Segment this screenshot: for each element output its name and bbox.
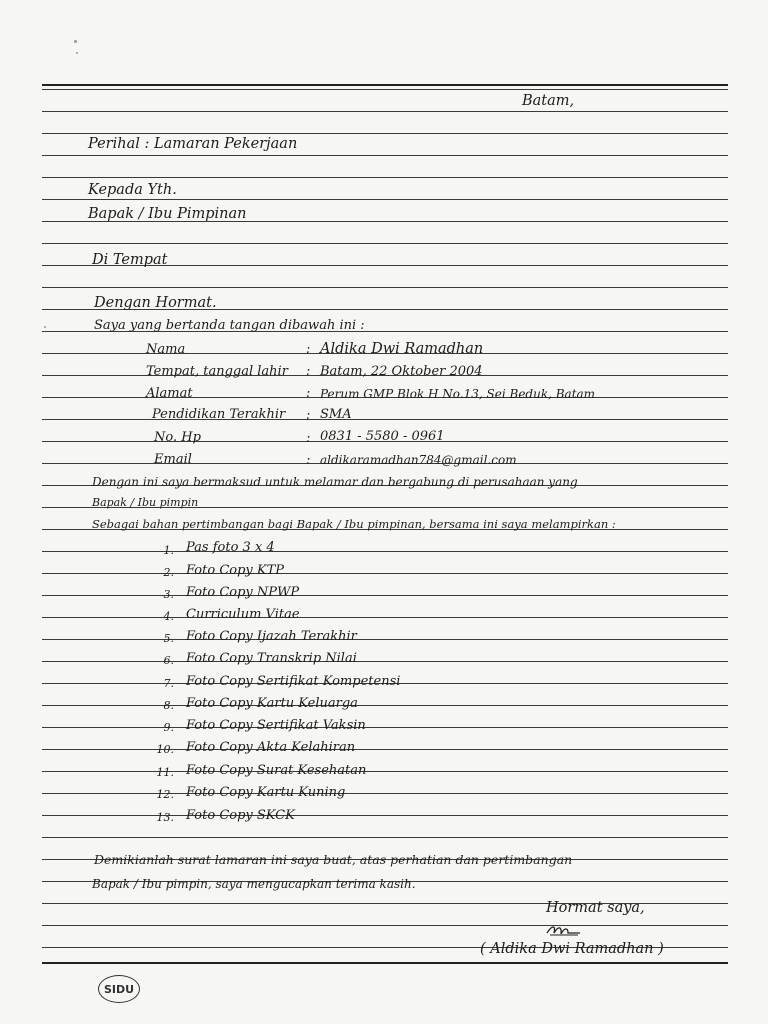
closing-line: Demikianlah surat lamaran ini saya buat, atas perhatian dan pertimbangan xyxy=(94,852,573,867)
field-value: Perum GMP Blok H No.13, Sei Beduk, Batam xyxy=(320,387,596,401)
paper-rule xyxy=(42,793,728,794)
paper-rule xyxy=(42,199,728,200)
list-item: Foto Copy Sertifikat Vaksin xyxy=(186,718,366,733)
field-value: Aldika Dwi Ramadhan xyxy=(320,341,484,357)
recipient-line: Di Tempat xyxy=(92,252,168,268)
field-label: Tempat, tanggal lahir xyxy=(146,364,288,379)
closing-line: Bapak / Ibu pimpin, saya mengucapkan terima kasih. xyxy=(92,877,416,891)
paper-rule xyxy=(42,639,728,640)
paper-rule xyxy=(42,771,728,772)
paper-speck xyxy=(44,326,46,328)
list-item: Foto Copy Ijazah Terakhir xyxy=(186,629,357,644)
paper-rule xyxy=(42,617,728,618)
list-item: Foto Copy Kartu Kuning xyxy=(186,785,346,800)
list-number: 12. xyxy=(156,788,174,801)
paper-rule xyxy=(42,155,728,156)
paper-rule xyxy=(42,573,728,574)
list-item: Pas foto 3 x 4 xyxy=(186,540,275,555)
list-item: Foto Copy SKCK xyxy=(186,808,295,823)
field-label: Pendidikan Terakhir xyxy=(152,407,286,422)
paper-rule xyxy=(42,89,728,90)
paper-rule xyxy=(42,815,728,816)
list-number: 3. xyxy=(163,588,174,601)
field-label: Alamat xyxy=(146,386,193,401)
greeting: Dengan Hormat. xyxy=(94,295,217,311)
signature-name: ( Aldika Dwi Ramadhan ) xyxy=(480,941,664,957)
paper-rule xyxy=(42,925,728,926)
paper-rule xyxy=(42,111,728,112)
list-number: 7. xyxy=(163,677,174,690)
paper-rule xyxy=(42,133,728,134)
list-number: 13. xyxy=(156,811,174,824)
list-number: 2. xyxy=(163,566,174,579)
logo-text: SIDU xyxy=(103,982,135,996)
list-item: Foto Copy Akta Kelahiran xyxy=(186,740,356,755)
recipient-line: Bapak / Ibu Pimpinan xyxy=(88,206,247,222)
paper-rule xyxy=(42,962,728,964)
paper-rule xyxy=(42,595,728,596)
list-number: 8. xyxy=(163,699,174,712)
paper-speck xyxy=(76,52,78,54)
paper-rule xyxy=(42,749,728,750)
field-value: SMA xyxy=(320,407,352,422)
paper-rule xyxy=(42,837,728,838)
sidu-logo xyxy=(98,975,140,1003)
list-number: 1. xyxy=(163,544,174,557)
list-number: 6. xyxy=(163,654,174,667)
purpose-line: Bapak / Ibu pimpin xyxy=(92,496,199,509)
field-colon: : xyxy=(306,431,311,446)
list-item: Foto Copy KTP xyxy=(186,563,285,578)
field-colon: : xyxy=(306,453,311,468)
list-number: 5. xyxy=(163,632,174,645)
list-item: Foto Copy Surat Kesehatan xyxy=(186,763,367,778)
paper-rule xyxy=(42,287,728,288)
paper-rule xyxy=(42,727,728,728)
list-number: 9. xyxy=(163,721,174,734)
list-number: 10. xyxy=(156,743,174,756)
field-value: Batam, 22 Oktober 2004 xyxy=(320,364,483,379)
list-item: Foto Copy Sertifikat Kompetensi xyxy=(186,674,401,689)
paper-rule xyxy=(42,661,728,662)
intro-line: Saya yang bertanda tangan dibawah ini : xyxy=(94,318,365,333)
recipient-line: Kepada Yth. xyxy=(88,182,177,198)
list-number: 4. xyxy=(163,610,174,623)
signature-scribble xyxy=(544,922,584,938)
letter-place: Batam, xyxy=(522,93,575,109)
field-colon: : xyxy=(306,364,311,379)
field-colon: : xyxy=(306,342,311,357)
paper-speck xyxy=(74,40,77,43)
field-colon: : xyxy=(306,386,311,401)
field-label: Email xyxy=(154,452,192,467)
list-item: Foto Copy NPWP xyxy=(186,585,300,600)
field-label: No. Hp xyxy=(154,430,201,445)
paper-rule xyxy=(42,705,728,706)
list-item: Foto Copy Transkrip Nilai xyxy=(186,651,357,666)
paper-rule xyxy=(42,177,728,178)
field-value: 0831 - 5580 - 0961 xyxy=(320,429,445,444)
field-label: Nama xyxy=(146,342,186,357)
paper-rule xyxy=(42,243,728,244)
field-colon: : xyxy=(306,408,311,423)
purpose-line: Dengan ini saya bermaksud untuk melamar dan bergabung di perusahaan yang xyxy=(92,475,578,489)
field-value: aldikaramadhan784@gmail.com xyxy=(320,453,517,467)
list-item: Curriculum Vitae xyxy=(186,607,300,622)
list-number: 11. xyxy=(156,766,174,779)
paper-rule xyxy=(42,551,728,552)
paper-rule xyxy=(42,84,728,86)
attachments-intro: Sebagai bahan pertimbangan bagi Bapak / Ibu pimpinan, bersama ini saya melampirkan : xyxy=(92,517,616,531)
paper-rule xyxy=(42,419,728,420)
letter-subject: Perihal : Lamaran Pekerjaan xyxy=(88,136,298,152)
sign-off: Hormat saya, xyxy=(546,900,645,916)
list-item: Foto Copy Kartu Keluarga xyxy=(186,696,358,711)
